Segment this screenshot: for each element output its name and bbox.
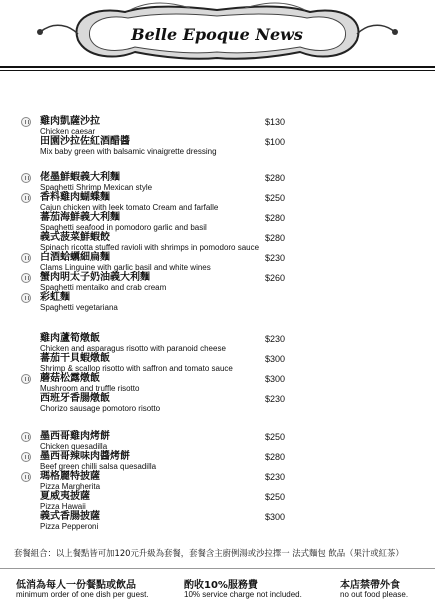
dish-name-zh: 蕃茄海鮮義大利麵 (40, 212, 120, 223)
dish-name-en: Chicken and asparagus risotto with paranoid cheese (40, 344, 226, 353)
dish-name-en: Spaghetti seafood in pomodoro garlic and basil (40, 223, 207, 232)
dish-name-zh: 義式菠菜鮮蝦餃 (40, 232, 110, 243)
dish-name-en: Mix baby green with balsamic vinaigrette dressing (40, 147, 217, 156)
dish-name-en: Mushroom and truffle risotto (40, 384, 140, 393)
dish-price: $230 (265, 394, 286, 404)
dish-name-en: Chicken caesar (40, 127, 96, 136)
chef-hat-icon (21, 293, 31, 303)
dish-name-en: Chicken quesadilla (40, 442, 108, 451)
dish-name-en: Beef green chilli salsa quesadilla (40, 462, 157, 471)
dish-price: $230 (265, 472, 286, 482)
dish-price: $250 (265, 432, 286, 442)
chef-hat-icon (21, 374, 31, 384)
dish-name-zh: 義式香腸披薩 (40, 511, 100, 522)
dish-name-zh: 蘑菇松露燉飯 (40, 373, 100, 384)
dish-name-zh: 夏威夷披薩 (40, 491, 90, 502)
footer-divider (0, 568, 435, 569)
dish-name-zh: 香料雞肉蝴蝶麵 (40, 192, 110, 203)
footer-minimum-en: minimum order of one dish per guest. (16, 590, 149, 599)
dish-price: $300 (265, 354, 286, 364)
dish-name-en: Pizza Pepperoni (40, 522, 99, 531)
chef-hat-icon (21, 273, 31, 283)
dish-price: $230 (265, 334, 286, 344)
dish-name-zh: 田園沙拉佐紅酒醋醬 (40, 136, 130, 147)
dish-name-zh: 墨西哥辣味肉醬烤餅 (40, 451, 130, 462)
dish-price: $260 (265, 273, 286, 283)
chef-hat-icon (21, 472, 31, 482)
dish-name-zh: 佬墨鮮蝦義大利麵 (40, 172, 120, 183)
dish-name-en: Cajun chicken with leek tomato Cream and farfalle (40, 203, 219, 212)
dish-name-en: Spaghetti vegetariana (40, 303, 118, 312)
dish-price: $300 (265, 374, 286, 384)
dish-price: $300 (265, 512, 286, 522)
dish-name-en: Spaghetti Shrimp Mexican style (40, 183, 153, 192)
dish-price: $100 (265, 137, 286, 147)
dish-price: $280 (265, 173, 286, 183)
dish-price: $280 (265, 452, 286, 462)
chef-hat-icon (21, 432, 31, 442)
dish-name-en: Pizza Hawaii (40, 502, 86, 511)
footer-minimum-zh: 低消為每人一份餐點或飲品 (16, 580, 136, 591)
chef-hat-icon (21, 452, 31, 462)
dish-name-zh: 西班牙香腸燉飯 (40, 393, 110, 404)
dish-price: $280 (265, 233, 286, 243)
footer-outside-food-en: no out food please. (340, 590, 409, 599)
chef-hat-icon (21, 253, 31, 263)
dish-name-zh: 雞肉凱薩沙拉 (40, 116, 100, 127)
dish-name-en: Shrimp & scallop risotto with saffron and tomato sauce (40, 364, 233, 373)
dish-name-zh: 雞肉蘆筍燉飯 (40, 333, 100, 344)
dish-name-en: Clams Linguine with garlic basil and white wines (40, 263, 211, 272)
dish-price: $130 (265, 117, 286, 127)
dish-name-zh: 彩虹麵 (40, 292, 70, 303)
dish-price: $250 (265, 193, 286, 203)
dish-price: $250 (265, 492, 286, 502)
dish-name-en: Spinach ricotta stuffed ravioli with shrimps in pomodoro sauce (40, 243, 260, 252)
footer-outside-food-zh: 本店禁帶外食 (340, 580, 400, 591)
chef-hat-icon (21, 193, 31, 203)
chef-hat-icon (21, 173, 31, 183)
dish-name-en: Pizza Margherita (40, 482, 101, 491)
dish-name-zh: 白酒蛤蠣細扁麵 (40, 252, 110, 263)
footer-service-zh: 酌收10%服務費 (184, 580, 258, 591)
dish-price: $280 (265, 213, 286, 223)
dish-name-zh: 蕃茄干貝蝦燉飯 (40, 353, 110, 364)
set-meal-note: 套餐組合：以上餐點皆可加120元升級為套餐，套餐含主廚例湯或沙拉擇一 法式麵包 飲品（果汁或紅茶） (14, 548, 404, 558)
dish-name-zh: 蟹肉明太子奶油義大利麵 (40, 272, 150, 283)
brand-title: Belle Epoque News (131, 25, 303, 44)
dish-price: $230 (265, 253, 286, 263)
dish-name-zh: 墨西哥雞肉烤餅 (40, 431, 110, 442)
dish-name-en: Chorizo sausage pomotoro risotto (40, 404, 161, 413)
dish-name-zh: 瑪格麗特披薩 (40, 471, 100, 482)
footer-service-en: 10% service charge not included. (184, 590, 302, 599)
chef-hat-icon (21, 117, 31, 127)
dish-name-en: Spaghetti mentaiko and crab cream (40, 283, 167, 292)
